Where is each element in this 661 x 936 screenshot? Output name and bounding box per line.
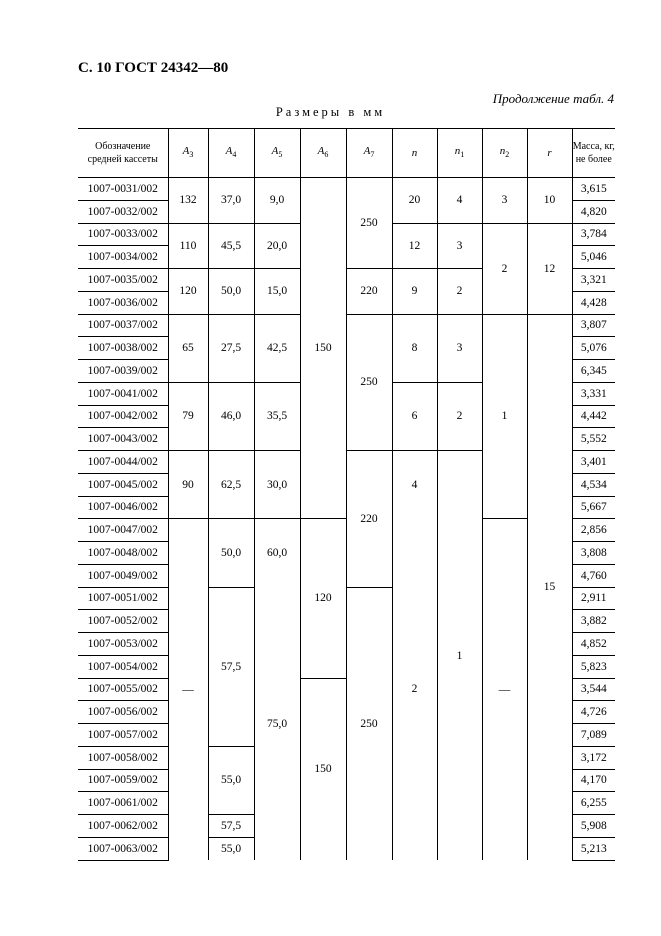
cell-designation: 1007-0041/002: [78, 382, 168, 405]
cell-a3: 79: [168, 382, 208, 450]
cell-a3: 110: [168, 223, 208, 269]
cell-r: 15: [527, 314, 572, 860]
cell-a3: 65: [168, 314, 208, 382]
cell-a6: 150: [300, 678, 346, 860]
cell-n1: 4: [437, 178, 482, 224]
cell-designation: 1007-0048/002: [78, 542, 168, 565]
col-header-mass: Масса, кг, не более: [572, 129, 615, 178]
cell-a4: 57,5: [208, 815, 254, 838]
cell-mass: 6,255: [572, 792, 615, 815]
cell-designation: 1007-0062/002: [78, 815, 168, 838]
cell-mass: 5,046: [572, 246, 615, 269]
cell-a3: —: [168, 519, 208, 860]
table-row: [78, 178, 615, 201]
cell-mass: 4,760: [572, 564, 615, 587]
cell-n: 12: [392, 223, 437, 269]
cell-n: 4: [392, 451, 437, 519]
cassette-dimensions-table: [78, 128, 615, 861]
cell-n2: —: [482, 519, 527, 860]
table-continuation-label: Продолжение табл. 4: [492, 91, 614, 106]
cell-designation: 1007-0033/002: [78, 223, 168, 246]
cell-mass: 6,345: [572, 360, 615, 383]
cell-designation: 1007-0047/002: [78, 519, 168, 542]
cell-n1: 3: [437, 223, 482, 269]
cell-a4: 46,0: [208, 382, 254, 450]
cell-mass: 5,076: [572, 337, 615, 360]
col-header-n: n: [392, 129, 437, 178]
cell-mass: 3,331: [572, 382, 615, 405]
cell-mass: 4,820: [572, 200, 615, 223]
cell-designation: 1007-0053/002: [78, 633, 168, 656]
cell-a4: 50,0: [208, 269, 254, 315]
col-header-n1: $n_1$: [437, 129, 482, 178]
cell-r: 12: [527, 223, 572, 314]
cell-a7: 220: [346, 451, 392, 588]
cell-n: 8: [392, 314, 437, 382]
cell-n1: 2: [437, 269, 482, 315]
cell-mass: 4,726: [572, 701, 615, 724]
cell-designation: 1007-0061/002: [78, 792, 168, 815]
cell-n2: 1: [482, 314, 527, 519]
cell-a3: 90: [168, 451, 208, 519]
cell-designation: 1007-0043/002: [78, 428, 168, 451]
cell-designation: 1007-0036/002: [78, 291, 168, 314]
cell-a6: 150: [300, 178, 346, 519]
cell-designation: 1007-0049/002: [78, 564, 168, 587]
cell-a7: 250: [346, 178, 392, 269]
cell-mass: 3,321: [572, 269, 615, 292]
cell-a5: 60,0: [254, 519, 300, 587]
cell-designation: 1007-0052/002: [78, 610, 168, 633]
cell-a4: 55,0: [208, 837, 254, 860]
cell-n: 20: [392, 178, 437, 224]
cell-mass: 5,552: [572, 428, 615, 451]
page-header: С. 10 ГОСТ 24342—80: [78, 60, 229, 76]
cell-a3: 120: [168, 269, 208, 315]
cell-n1: 3: [437, 314, 482, 382]
cell-a5: 75,0: [254, 587, 300, 860]
cell-designation: 1007-0054/002: [78, 655, 168, 678]
cell-a6: 120: [300, 519, 346, 678]
cell-designation: 1007-0046/002: [78, 496, 168, 519]
cell-n: 2: [392, 519, 437, 860]
cell-a5: 35,5: [254, 382, 300, 450]
col-header-n2: $n_2$: [482, 129, 527, 178]
cell-a4: 55,0: [208, 746, 254, 814]
cell-designation: 1007-0051/002: [78, 587, 168, 610]
cell-n1: 1: [437, 451, 482, 861]
cell-a7: 250: [346, 314, 392, 451]
cell-designation: 1007-0042/002: [78, 405, 168, 428]
cell-a7: 220: [346, 269, 392, 315]
col-header-designation: Обозначение средней кассеты: [78, 129, 168, 178]
cell-mass: 5,908: [572, 815, 615, 838]
cell-designation: 1007-0063/002: [78, 837, 168, 860]
cell-mass: 3,544: [572, 678, 615, 701]
cell-designation: 1007-0044/002: [78, 451, 168, 474]
cell-n: 6: [392, 382, 437, 450]
cell-mass: 5,667: [572, 496, 615, 519]
cell-mass: 3,401: [572, 451, 615, 474]
cell-designation: 1007-0032/002: [78, 200, 168, 223]
table-row: [78, 314, 615, 337]
cell-designation: 1007-0058/002: [78, 746, 168, 769]
cell-designation: 1007-0057/002: [78, 724, 168, 747]
cell-a5: 42,5: [254, 314, 300, 382]
cell-n2: 2: [482, 223, 527, 314]
cell-mass: 3,808: [572, 542, 615, 565]
cell-mass: 4,442: [572, 405, 615, 428]
cell-a5: 30,0: [254, 451, 300, 519]
cell-n: 9: [392, 269, 437, 315]
col-header-a6: $A_6$: [300, 129, 346, 178]
cell-mass: 4,534: [572, 473, 615, 496]
cell-a4: 62,5: [208, 451, 254, 519]
cell-a5: 15,0: [254, 269, 300, 315]
cell-mass: 2,856: [572, 519, 615, 542]
cell-a4: 50,0: [208, 519, 254, 587]
cell-mass: 3,807: [572, 314, 615, 337]
cell-designation: 1007-0059/002: [78, 769, 168, 792]
cell-designation: 1007-0056/002: [78, 701, 168, 724]
cell-a5: 20,0: [254, 223, 300, 269]
col-header-r: r: [527, 129, 572, 178]
cell-designation: 1007-0035/002: [78, 269, 168, 292]
cell-designation: 1007-0038/002: [78, 337, 168, 360]
units-caption: Размеры в мм: [275, 105, 386, 119]
cell-r: 10: [527, 178, 572, 224]
cell-mass: 4,170: [572, 769, 615, 792]
cell-a7: 250: [346, 587, 392, 860]
cell-mass: 7,089: [572, 724, 615, 747]
cell-a4: 45,5: [208, 223, 254, 269]
cell-mass: 3,882: [572, 610, 615, 633]
cell-a4: 27,5: [208, 314, 254, 382]
cell-a5: 9,0: [254, 178, 300, 224]
cell-n1: 2: [437, 382, 482, 450]
cell-a4: 37,0: [208, 178, 254, 224]
col-header-a5: $A_5$: [254, 129, 300, 178]
cell-mass: 5,823: [572, 655, 615, 678]
cell-designation: 1007-0037/002: [78, 314, 168, 337]
cell-a3: 132: [168, 178, 208, 224]
cell-designation: 1007-0031/002: [78, 178, 168, 201]
table-header-row: [78, 129, 615, 178]
cell-designation: 1007-0045/002: [78, 473, 168, 496]
cell-designation: 1007-0039/002: [78, 360, 168, 383]
col-header-a7: $A_7$: [346, 129, 392, 178]
cell-designation: 1007-0055/002: [78, 678, 168, 701]
cell-mass: 2,911: [572, 587, 615, 610]
cell-designation: 1007-0034/002: [78, 246, 168, 269]
col-header-a4: $A_4$: [208, 129, 254, 178]
cell-mass: 4,428: [572, 291, 615, 314]
cell-a4: 57,5: [208, 587, 254, 746]
cell-mass: 4,852: [572, 633, 615, 656]
cell-n2: 3: [482, 178, 527, 224]
cell-mass: 5,213: [572, 837, 615, 860]
col-header-a3: $A_3$: [168, 129, 208, 178]
cell-mass: 3,172: [572, 746, 615, 769]
cell-mass: 3,784: [572, 223, 615, 246]
cell-mass: 3,615: [572, 178, 615, 201]
